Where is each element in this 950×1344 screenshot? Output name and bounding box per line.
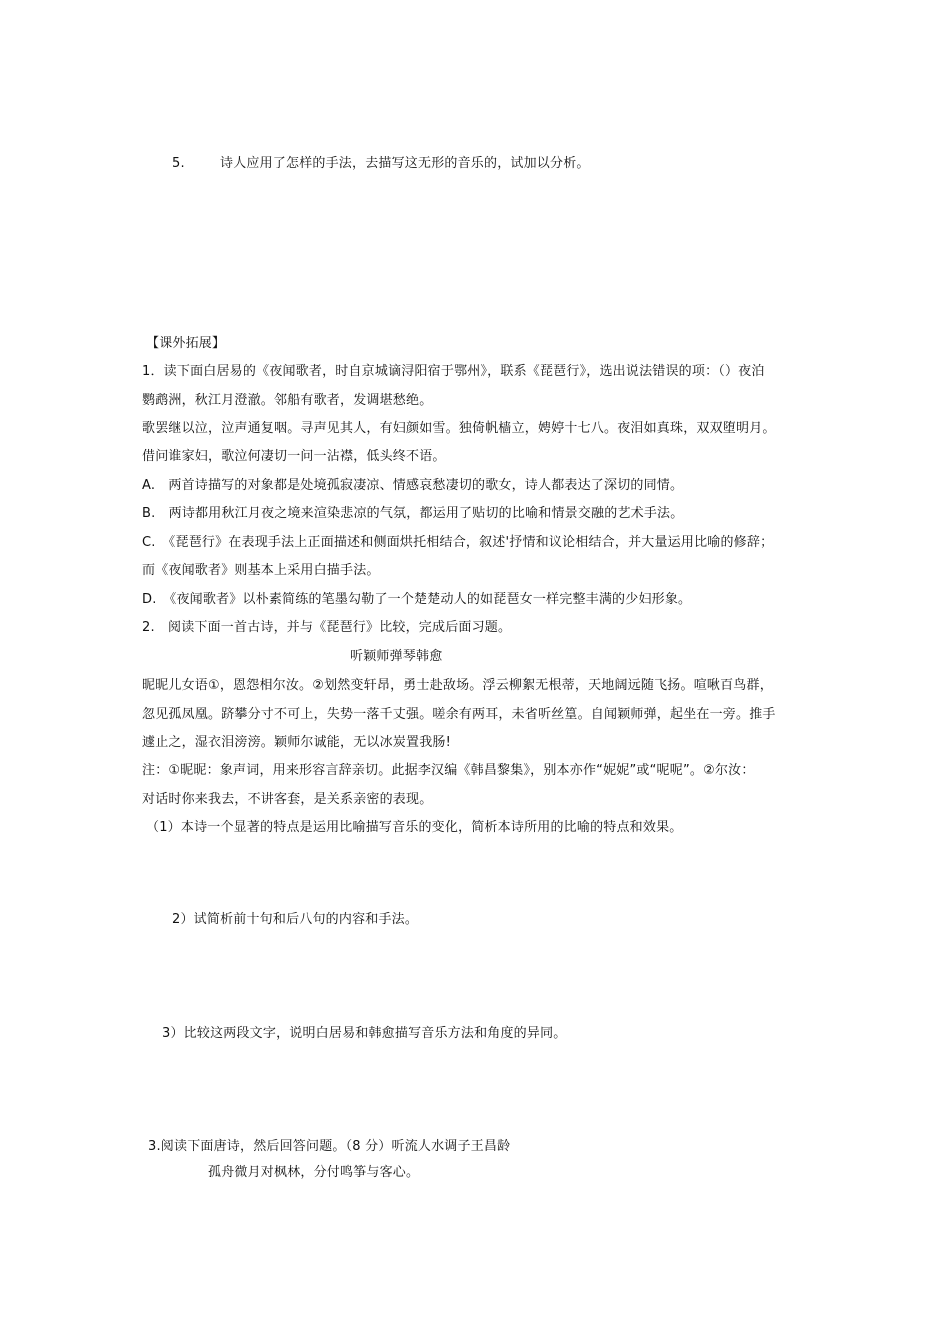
question-5-number: 5. (172, 156, 185, 171)
question-1-option-d: D. 《夜闻歌者》以朴素简练的笔墨勾勒了一个楚楚动人的如琵琶女一样完整丰满的少妇形象。 (142, 592, 692, 607)
question-2-note-line-1: 注：①昵昵：象声词，用来形容言辞亲切。此据李汉编《韩昌黎集》，别本亦作“妮妮”或“呢呢”。②尔汝： (142, 763, 755, 778)
question-2-stem: 2. 阅读下面一首古诗，并与《琵琶行》比较，完成后面习题。 (142, 620, 512, 635)
question-2-poem-line-1: 昵昵儿女语①，恩怨相尔汝。②划然变轩昂，勇士赴敌场。浮云柳絮无根蒂，天地阔远随飞扬。喧啾百鸟群， (142, 678, 773, 693)
question-1-option-c-line-1: C. 《琵琶行》在表现手法上正面描述和侧面烘托相结合，叙述'抒情和议论相结合，并大量运用比喻的修辞； (142, 535, 774, 550)
question-1-stem-line-1: 1．读下面白居易的《夜闻歌者，时自京城谪浔阳宿于鄂州》，联系《琵琶行》，选出说法错误的项：（）夜泊 (142, 364, 765, 379)
question-1-option-b: B. 两诗都用秋江月夜之境来渲染悲凉的气氛，都运用了贴切的比喻和情景交融的艺术手法。 (142, 506, 684, 521)
question-5-text: 诗人应用了怎样的手法，去描写这无形的音乐的，试加以分析。 (220, 156, 590, 171)
question-2-sub-2: 2）试简析前十句和后八句的内容和手法。 (172, 912, 419, 927)
question-1-stem-line-2: 鹦鹉洲，秋江月澄澈。邻船有歌者，发调堪愁绝。 (142, 393, 433, 408)
question-2-note-line-2: 对话时你来我去，不讲客套，是关系亲密的表现。 (142, 792, 433, 807)
question-2-sub-3: 3）比较这两段文字，说明白居易和韩愈描写音乐方法和角度的异同。 (162, 1026, 567, 1041)
question-1-poem-line-2: 借问谁家妇，歌泣何凄切一问一沾襟，低头终不语。 (142, 449, 446, 464)
question-2-poem-line-2: 忽见孤凤凰。跻攀分寸不可上，失势一落千丈强。嗟余有两耳，未省听丝篁。自闻颖师弹，起坐在一旁。推手 (142, 707, 776, 722)
question-1-option-a: A. 两首诗描写的对象都是处境孤寂凄凉、情感哀愁凄切的歌女，诗人都表达了深切的同情。 (142, 478, 684, 493)
question-3-poem-line-1: 孤舟微月对枫林，分付鸣筝与客心。 (208, 1165, 420, 1180)
question-1-option-c-line-2: 而《夜闻歌者》则基本上采用白描手法。 (142, 563, 380, 578)
question-5 (172, 154, 590, 174)
section-title: 【课外拓展】 (146, 336, 226, 351)
poem-title: 听颖师弹琴韩愈 (350, 649, 443, 664)
question-2-sub-1: （1）本诗一个显著的特点是运用比喻描写音乐的变化，简析本诗所用的比喻的特点和效果。 (146, 820, 683, 835)
question-1-poem-line-1: 歌罢继以泣，泣声通复咽。寻声见其人，有妇颜如雪。独倚帆樯立，娉婷十七八。夜泪如真珠，双双堕明月。 (142, 421, 776, 436)
question-2-poem-line-3: 遽止之，湿衣泪滂滂。颖师尔诚能，无以冰炭置我肠! (142, 735, 452, 750)
question-3-stem: 3.阅读下面唐诗，然后回答问题。（8 分）听流人水调子王昌龄 (148, 1139, 511, 1154)
